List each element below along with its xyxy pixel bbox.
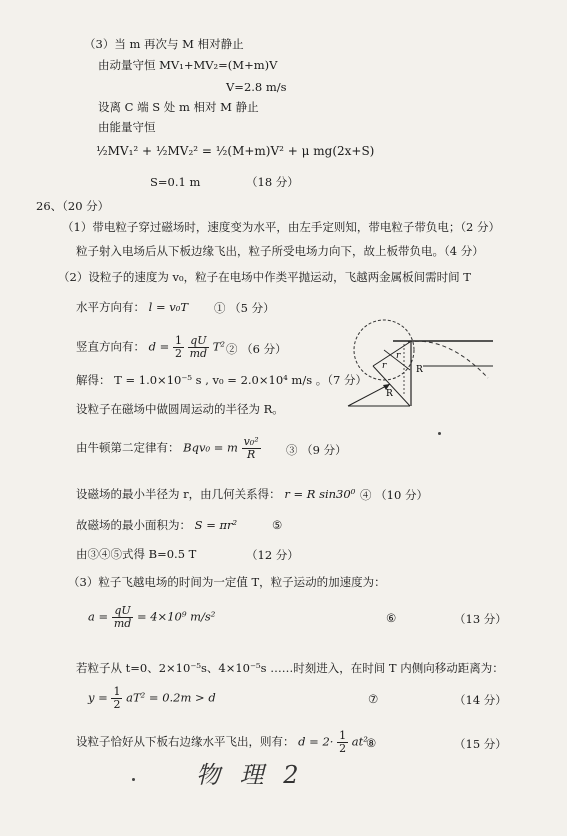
y-score: （14 分） — [454, 693, 507, 707]
accel-lhs: a = — [88, 609, 109, 624]
ink-dot — [438, 432, 441, 435]
label-R2: R — [386, 389, 393, 399]
q26-c2: 若粒子从 t=0、2×10⁻⁵s、4×10⁻⁵s ……时刻进入，在时间 T 内侧向移动距离为： — [76, 661, 504, 675]
final-tag: ⑧ — [366, 736, 377, 750]
min-r-tag: ④ （10 分） — [360, 488, 428, 502]
final-rhs: at² — [351, 734, 368, 749]
radius-line-2 — [373, 366, 410, 406]
b-result: 由③④⑤式得 B=0.5 T — [76, 547, 197, 561]
accel-line — [88, 605, 215, 630]
p3-energy-label: 由能量守恒 — [98, 120, 156, 134]
horizontal-label — [76, 300, 188, 314]
handwritten-subject: 物 理 2 — [196, 761, 305, 789]
accel-frac: $\frac{qU}{md}$ — [113, 604, 132, 630]
accel-tag: ⑥ — [386, 611, 397, 625]
p3-heading: （3）当 m 再次与 M 相对静止 — [84, 37, 244, 51]
y-lhs: y = — [88, 690, 108, 705]
vertical-frac-qu: $\frac{qU}{md}$ — [189, 334, 208, 360]
area-line — [76, 518, 237, 532]
label-R1: R — [416, 365, 423, 375]
radius-line-1 — [373, 342, 410, 366]
newton-text: 由牛顿第二定律有： — [76, 440, 180, 455]
q26-c1: （3）粒子飞越电场的时间为一定值 T，粒子运动的加速度为： — [68, 575, 386, 589]
incoming-path — [348, 384, 390, 406]
area-tag: ⑤ — [272, 518, 283, 532]
min-r-eq: r = R sin30⁰ — [284, 487, 356, 501]
min-r-text: 设磁场的最小半径为 r，由几何关系得： — [76, 487, 281, 501]
y-frac: $\frac{1}{2}$ — [113, 685, 121, 711]
final-line — [76, 730, 368, 755]
q26-a1: （1）带电粒子穿过磁场时，速度变为水平，由左手定则知，带电粒子带负电；（2 分） — [62, 220, 501, 234]
ink-dot — [132, 778, 135, 781]
q26-a2: 粒子射入电场后从下板边缘飞出，粒子所受电场力向下，故上板带负电。（4 分） — [76, 244, 484, 258]
radius-line: 设粒子在磁场中做圆周运动的半径为 R。 — [76, 402, 284, 416]
p3-v-value: V=2.8 m/s — [226, 80, 287, 94]
magnetic-field-diagram — [338, 306, 498, 421]
vertical-text: 竖直方向有： — [76, 339, 145, 354]
vertical-lhs: d = — [148, 339, 170, 354]
label-r2: r — [396, 351, 401, 361]
min-r-line — [76, 487, 355, 501]
vertical-frac-half: $\frac{1}{2}$ — [174, 334, 182, 360]
vertical-tag: ② （6 分） — [226, 342, 287, 356]
final-text: 设粒子恰好从下板右边缘水平飞出，则有： — [76, 734, 295, 749]
horizontal-text: 水平方向有： — [76, 300, 145, 314]
y-line — [88, 686, 216, 711]
q26-title: 26、（20 分） — [36, 199, 110, 213]
y-rhs: aT² = 0.2m > d — [126, 690, 216, 705]
y-tag: ⑦ — [368, 692, 379, 706]
p3-energy-eq: ½MV₁² + ½MV₂² = ½(M+m)V² + μ mg(2x+S) — [96, 144, 375, 158]
newton-tag: ③ （9 分） — [286, 443, 347, 457]
p3-set-s: 设离 C 端 S 处 m 相对 M 静止 — [98, 100, 259, 114]
p3-s-score: （18 分） — [246, 175, 299, 189]
horizontal-tag: ① （5 分） — [214, 301, 275, 315]
accel-rhs: = 4×10⁹ m/s² — [136, 609, 216, 624]
newton-line — [76, 436, 261, 461]
final-lhs: d = 2· — [298, 734, 334, 749]
p3-momentum-eq: 由动量守恒 MV₁+MV₂=(M+m)V — [98, 58, 278, 72]
area-text: 故磁场的最小面积为： — [76, 518, 191, 532]
final-score: （15 分） — [454, 737, 507, 751]
newton-lhs: Bqv₀ = m — [183, 440, 238, 455]
horizontal-eq: l = v₀T — [148, 300, 189, 314]
newton-frac: $\frac{\text{v₀²}}{R}$ — [243, 435, 259, 461]
vertical-line — [76, 335, 225, 360]
q26-b1: （2）设粒子的速度为 v₀，粒子在电场中作类平抛运动，飞越两金属板间需时间 T — [58, 270, 471, 284]
vertical-rhs: T² — [212, 339, 226, 354]
b-score: （12 分） — [246, 548, 299, 562]
final-frac: $\frac{1}{2}$ — [339, 729, 347, 755]
p3-s-value: S=0.1 m — [150, 175, 201, 189]
accel-score: （13 分） — [454, 612, 507, 626]
solve-line: 解得： T = 1.0×10⁻⁵ s , v₀ = 2.0×10⁴ m/s 。（7 分） — [76, 373, 367, 387]
label-r1: r — [382, 361, 387, 371]
area-eq: S = πr² — [194, 518, 238, 532]
